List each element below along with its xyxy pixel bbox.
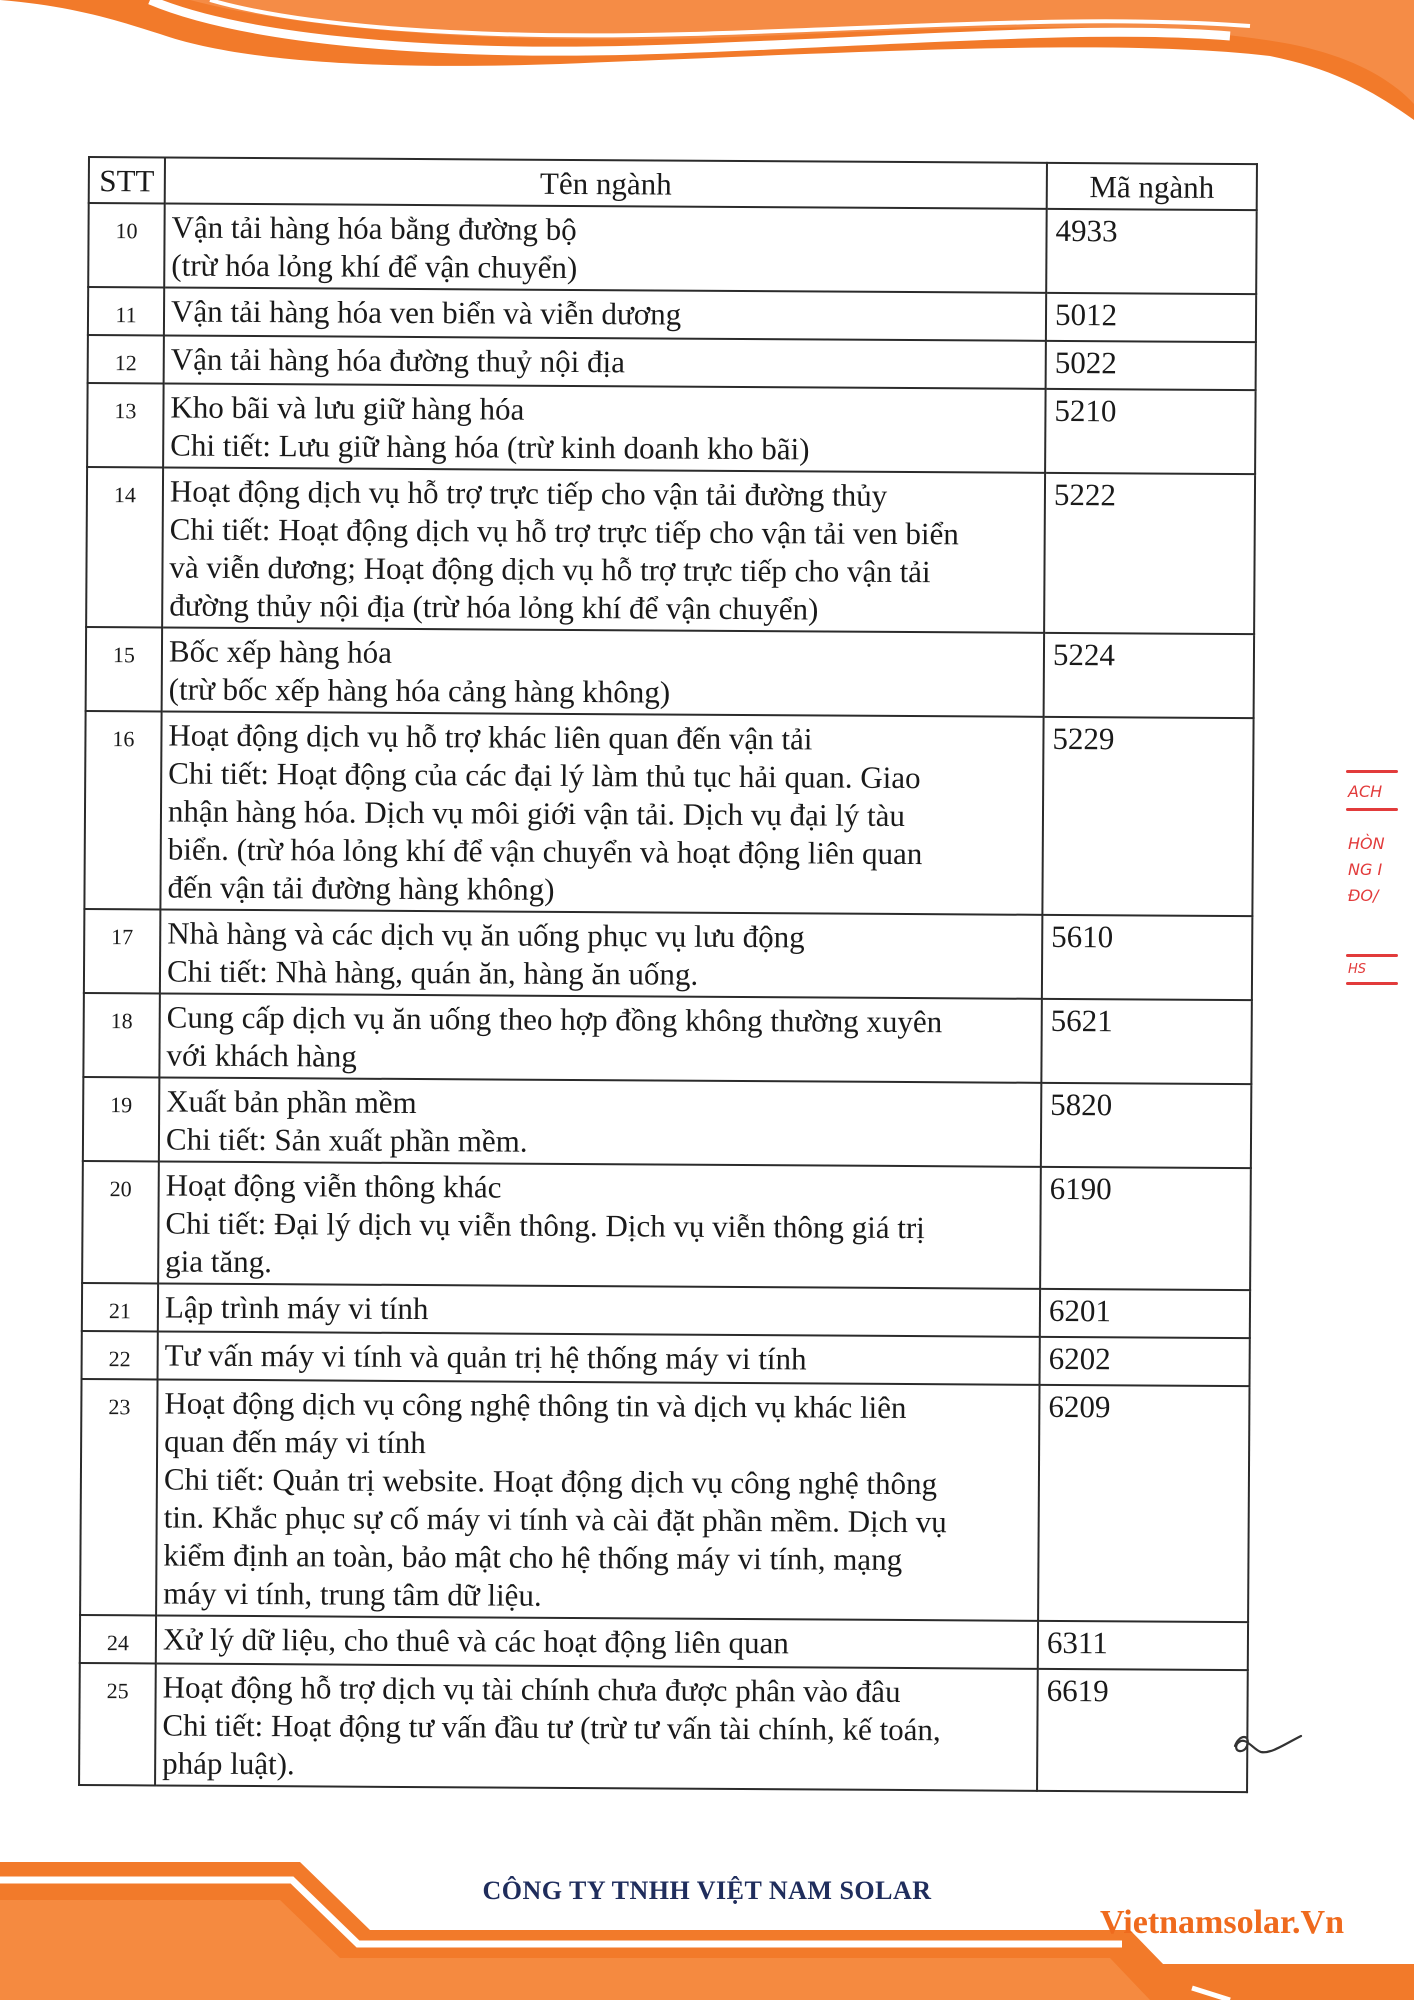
row-name-line: Chi tiết: Quản trị website. Hoạt động dịch vụ công nghệ thông — [163, 1461, 938, 1502]
row-name-line: Chi tiết: Hoạt động dịch vụ hỗ trợ trực tiếp cho vận tải ven biển — [169, 511, 959, 552]
row-stt: 20 — [82, 1161, 159, 1283]
row-code: 5229 — [1042, 717, 1253, 916]
table-row — [83, 1077, 1251, 1168]
table-row — [84, 711, 1253, 916]
row-name-line: Chi tiết: Sản xuất phần mềm. — [165, 1121, 528, 1159]
business-lines-table — [78, 156, 1258, 1793]
row-name-line: quan đến máy vi tính — [164, 1423, 426, 1461]
row-name-line: Chi tiết: Lưu giữ hàng hóa (trừ kinh doanh kho bãi) — [170, 427, 810, 467]
stamp-line: HS — [1348, 962, 1367, 977]
row-stt: 21 — [82, 1283, 158, 1331]
row-name-line: Vận tải hàng hóa ven biển và viễn dương — [170, 293, 682, 332]
row-stt: 10 — [88, 203, 165, 287]
table-row — [82, 1331, 1250, 1386]
row-stt: 11 — [88, 287, 164, 335]
row-name-line: Vận tải hàng hóa bằng đường bộ — [171, 209, 577, 247]
row-name-line: Hoạt động dịch vụ hỗ trợ khác liên quan đến vận tải — [168, 717, 813, 757]
row-name — [155, 1663, 1038, 1790]
signature-mark — [1225, 1722, 1305, 1764]
row-name-line: pháp luật). — [162, 1745, 295, 1782]
table-row — [79, 1663, 1248, 1792]
stamp-line: ACH — [1348, 782, 1383, 801]
row-name-line: Hoạt động dịch vụ công nghệ thông tin và dịch vụ khác liên — [164, 1385, 907, 1426]
row-name — [164, 287, 1046, 340]
header-stt: STT — [89, 157, 165, 203]
stamp-line: NG I — [1348, 860, 1383, 879]
row-name-line: Chi tiết: Nhà hàng, quán ăn, hàng ăn uống. — [166, 953, 699, 992]
red-stamp-fragment — [1342, 768, 1398, 998]
table-row — [84, 909, 1252, 1000]
row-stt: 18 — [83, 993, 160, 1077]
row-name-line: với khách hàng — [166, 1037, 357, 1074]
row-stt: 12 — [88, 335, 164, 383]
row-name-line: Chi tiết: Hoạt động tư vấn đầu tư (trừ tư vấn tài chính, kế toán, — [162, 1707, 941, 1748]
row-code: 5222 — [1044, 473, 1255, 634]
table-row — [82, 1161, 1251, 1290]
row-name-line: Kho bãi và lưu giữ hàng hóa — [170, 389, 525, 427]
table-row — [86, 467, 1255, 634]
row-name-line: và viễn dương; Hoạt động dịch vụ hỗ trợ trực tiếp cho vận tải — [169, 549, 931, 590]
row-stt: 14 — [86, 467, 163, 627]
row-name — [158, 1331, 1040, 1384]
row-name-line: kiểm định an toàn, bảo mật cho hệ thống máy vi tính, mạng — [163, 1537, 903, 1577]
row-code: 6619 — [1037, 1669, 1248, 1792]
row-code: 6209 — [1038, 1385, 1249, 1622]
row-name-line: Lập trình máy vi tính — [164, 1289, 429, 1327]
row-name-line: Vận tải hàng hóa đường thuỷ nội địa — [170, 341, 626, 380]
row-name-line: Tư vấn máy vi tính và quản trị hệ thống máy vi tính — [164, 1337, 807, 1377]
row-name — [156, 1379, 1039, 1620]
row-name-line: Cung cấp dịch vụ ăn uống theo hợp đồng không thường xuyên — [166, 999, 943, 1040]
row-name-line: đến vận tải đường hàng không) — [167, 869, 555, 907]
row-code: 6201 — [1040, 1289, 1250, 1338]
row-name-line: đường thủy nội địa (trừ hóa lỏng khí để vận chuyển) — [169, 587, 819, 627]
row-name-line: (trừ hóa lỏng khí để vận chuyển) — [171, 247, 578, 285]
row-code: 5610 — [1042, 915, 1253, 1000]
row-name-line: tin. Khắc phục sự cố máy vi tính và cài đặt phần mềm. Dịch vụ — [163, 1499, 947, 1540]
row-name-line: gia tăng. — [165, 1243, 273, 1280]
table-row — [80, 1379, 1249, 1622]
row-name — [164, 203, 1046, 292]
row-name-line: máy vi tính, trung tâm dữ liệu. — [163, 1575, 542, 1613]
row-stt: 25 — [79, 1663, 156, 1785]
row-name — [159, 993, 1041, 1082]
table-body — [79, 203, 1257, 1792]
footer-website[interactable]: Vietnamsolar.Vn — [1100, 1904, 1344, 1941]
row-name — [163, 383, 1045, 472]
bottom-banner-right-wedge — [1150, 1964, 1414, 2000]
row-name-line: Chi tiết: Đại lý dịch vụ viễn thông. Dịch vụ viễn thông giá trị — [165, 1205, 925, 1246]
stamp-line: ĐO/ — [1348, 886, 1379, 905]
row-stt: 24 — [80, 1615, 156, 1663]
row-name — [162, 627, 1044, 716]
row-code: 5022 — [1046, 341, 1256, 390]
row-name-line: Xử lý dữ liệu, cho thuê và các hoạt động liên quan — [162, 1621, 789, 1661]
row-name-line: Chi tiết: Hoạt động của các đại lý làm thủ tục hải quan. Giao — [168, 755, 921, 796]
row-code: 5224 — [1044, 633, 1255, 718]
header-name: Tên ngành — [165, 157, 1047, 208]
footer-company-name: CÔNG TY TNHH VIỆT NAM SOLAR — [482, 1876, 932, 1905]
row-code: 5210 — [1045, 389, 1256, 474]
row-stt: 23 — [80, 1379, 157, 1615]
table-row — [88, 335, 1256, 390]
table-row — [88, 287, 1256, 342]
row-code: 5621 — [1041, 999, 1252, 1084]
header-code: Mã ngành — [1047, 163, 1257, 210]
row-code: 6190 — [1040, 1167, 1251, 1290]
row-name — [162, 467, 1045, 632]
row-code: 5012 — [1046, 293, 1256, 342]
row-code: 6311 — [1038, 1621, 1248, 1670]
row-code: 6202 — [1040, 1337, 1250, 1386]
row-name — [160, 909, 1042, 998]
row-name — [156, 1615, 1038, 1668]
table-row — [82, 1283, 1250, 1338]
row-name-line: Hoạt động viễn thông khác — [165, 1167, 502, 1205]
row-name-line: Nhà hàng và các dịch vụ ăn uống phục vụ lưu động — [167, 915, 805, 955]
row-stt: 16 — [84, 711, 161, 909]
row-name-line: Hoạt động dịch vụ hỗ trợ trực tiếp cho vận tải đường thủy — [169, 473, 888, 513]
table-row — [80, 1615, 1248, 1670]
row-stt: 13 — [87, 383, 164, 467]
stamp-line: HÒN — [1348, 834, 1385, 853]
row-stt: 19 — [83, 1077, 160, 1161]
row-name — [158, 1283, 1040, 1336]
table-header-row — [89, 157, 1257, 210]
row-name-line: Hoạt động hỗ trợ dịch vụ tài chính chưa được phân vào đâu — [162, 1669, 901, 1709]
row-name — [160, 711, 1043, 914]
row-code: 4933 — [1046, 209, 1257, 294]
table-row — [83, 993, 1251, 1084]
row-name-line: nhận hàng hóa. Dịch vụ môi giới vận tải. Dịch vụ đại lý tàu — [167, 793, 906, 834]
row-stt: 17 — [84, 909, 161, 993]
top-banner — [0, 0, 1414, 130]
row-stt: 15 — [86, 627, 163, 711]
row-name — [158, 1161, 1041, 1288]
table-row — [88, 203, 1256, 294]
row-stt: 22 — [82, 1331, 158, 1379]
row-code: 5820 — [1041, 1083, 1252, 1168]
table-row — [87, 383, 1255, 474]
row-name — [159, 1077, 1041, 1166]
row-name-line: Xuất bản phần mềm — [166, 1083, 417, 1121]
row-name — [164, 335, 1046, 388]
row-name-line: (trừ bốc xếp hàng hóa cảng hàng không) — [168, 671, 671, 710]
table-row — [86, 627, 1254, 718]
row-name-line: Bốc xếp hàng hóa — [168, 633, 393, 670]
row-name-line: biển. (trừ hóa lỏng khí để vận chuyển và hoạt động liên quan — [167, 831, 923, 872]
